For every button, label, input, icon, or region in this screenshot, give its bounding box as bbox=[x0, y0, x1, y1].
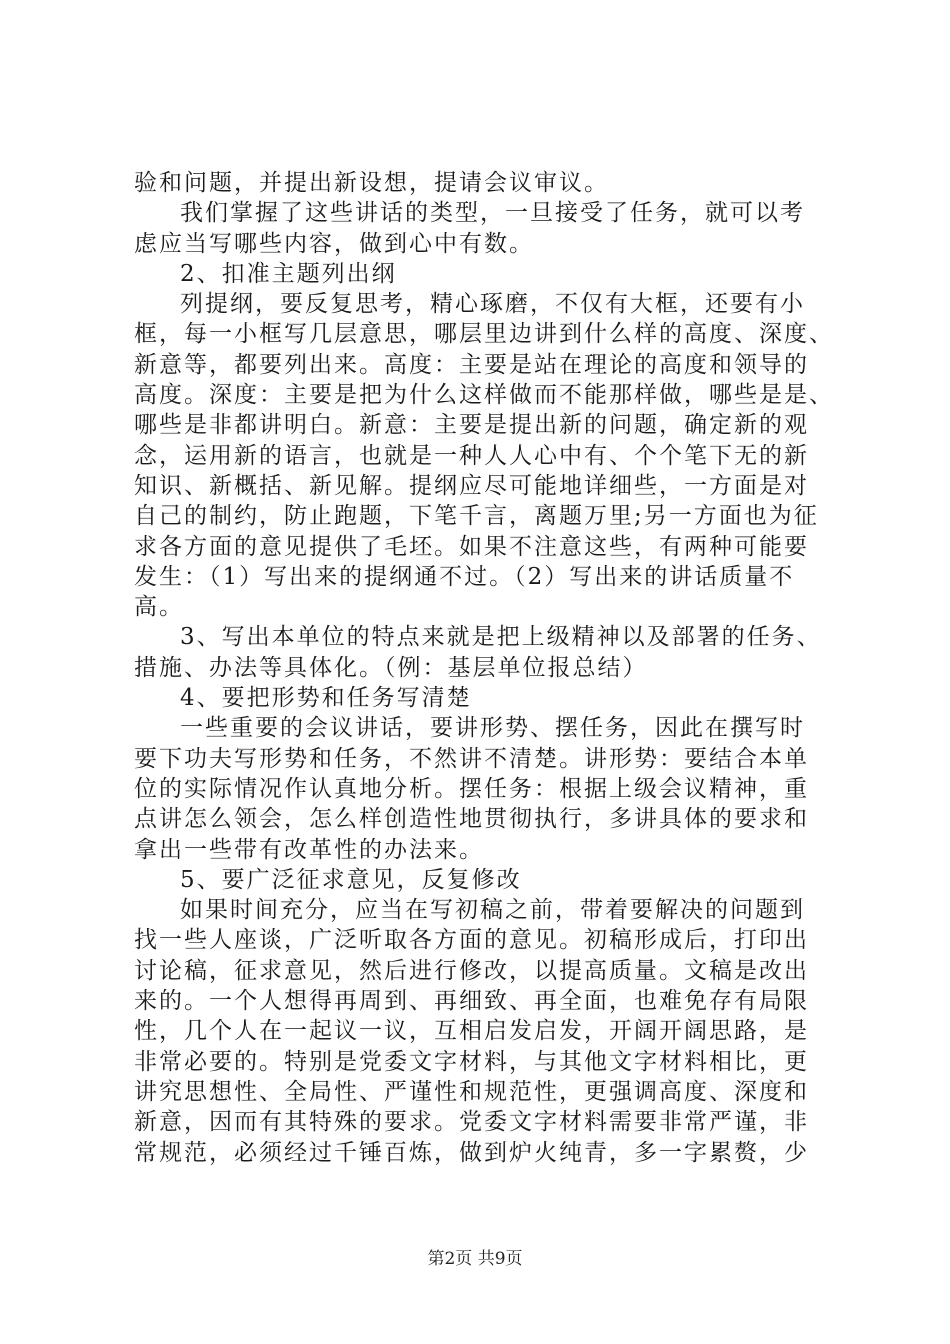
text-line: 5、要广泛征求意见，反复修改 bbox=[180, 866, 522, 893]
text-line: 要下功夫写形势和任务，不然讲不清楚。讲形势：要结合本单 bbox=[134, 745, 809, 772]
text-line: 高度。深度：主要是把为什么这样做而不能那样做，哪些是是、 bbox=[134, 382, 834, 409]
text-line: 验和问题，并提出新设想，提请会议审议。 bbox=[134, 170, 609, 196]
text-line: 非常必要的。特别是党委文字材料，与其他文字材料相比，更 bbox=[134, 1048, 809, 1075]
text-line: 措施、办法等具体化。（例：基层单位报总结） bbox=[134, 654, 648, 681]
text-line: 拿出一些带有改革性的办法来。 bbox=[134, 836, 484, 863]
text-line: 性，几个人在一起议一议，互相启发启发，开阔开阔思路，是 bbox=[134, 1018, 809, 1045]
text-line: 4、要把形势和任务写清楚 bbox=[180, 685, 472, 712]
text-line: 新意，因而有其特殊的要求。党委文字材料需要非常严谨，非 bbox=[134, 1109, 809, 1136]
text-line: 如果时间充分，应当在写初稿之前，带着要解决的问题到 bbox=[180, 897, 805, 924]
text-line: 讨论稿，征求意见，然后进行修改，以提高质量。文稿是改出 bbox=[134, 957, 809, 984]
document-body bbox=[134, 168, 834, 1168]
text-line: 来的。一个人想得再周到、再细致、再全面，也难免存有局限 bbox=[134, 988, 809, 1015]
text-line: 讲究思想性、全局性、严谨性和规范性，更强调高度、深度和 bbox=[134, 1078, 809, 1105]
text-line: 自己的制约，防止跑题，下笔千言，离题万里;另一方面也为征 bbox=[134, 503, 819, 530]
text-line: 我们掌握了这些讲话的类型，一旦接受了任务，就可以考 bbox=[180, 200, 805, 227]
text-line: 虑应当写哪些内容，做到心中有数。 bbox=[134, 230, 534, 257]
text-line: 发生：（1）写出来的提纲通不过。（2）写出来的讲话质量不 bbox=[134, 563, 795, 590]
text-line: 知识、新概括、新见解。提纲应尽可能地详细些，一方面是对 bbox=[134, 472, 809, 499]
text-line: 找一些人座谈，广泛听取各方面的意见。初稿形成后，打印出 bbox=[134, 927, 809, 954]
text-line: 念，运用新的语言，也就是一种人人心中有、个个笔下无的新 bbox=[134, 442, 809, 469]
text-line: 点讲怎么领会，怎么样创造性地贯彻执行，多讲具体的要求和 bbox=[134, 806, 809, 833]
text-line: 求各方面的意见提供了毛坯。如果不注意这些，有两种可能要 bbox=[134, 533, 809, 560]
text-line: 位的实际情况作认真地分析。摆任务：根据上级会议精神，重 bbox=[134, 775, 809, 802]
text-line: 新意等，都要列出来。高度：主要是站在理论的高度和领导的 bbox=[134, 351, 809, 378]
text-line: 高。 bbox=[134, 594, 184, 621]
page-footer: 第2页 共9页 bbox=[427, 1249, 523, 1269]
text-line: 2、扣准主题列出纲 bbox=[180, 260, 397, 287]
text-line: 框，每一小框写几层意思，哪层里边讲到什么样的高度、深度、 bbox=[134, 321, 834, 348]
text-line: 3、写出本单位的特点来就是把上级精神以及部署的任务、 bbox=[180, 624, 822, 651]
text-line: 常规范，必须经过千锤百炼，做到炉火纯青，多一字累赘，少 bbox=[134, 1139, 809, 1166]
text-line: 列提纲，要反复思考，精心琢磨，不仅有大框，还要有小 bbox=[180, 291, 805, 318]
text-line: 哪些是非都讲明白。新意：主要是提出新的问题，确定新的观 bbox=[134, 412, 809, 439]
text-line: 一些重要的会议讲话，要讲形势、摆任务，因此在撰写时 bbox=[180, 715, 805, 742]
